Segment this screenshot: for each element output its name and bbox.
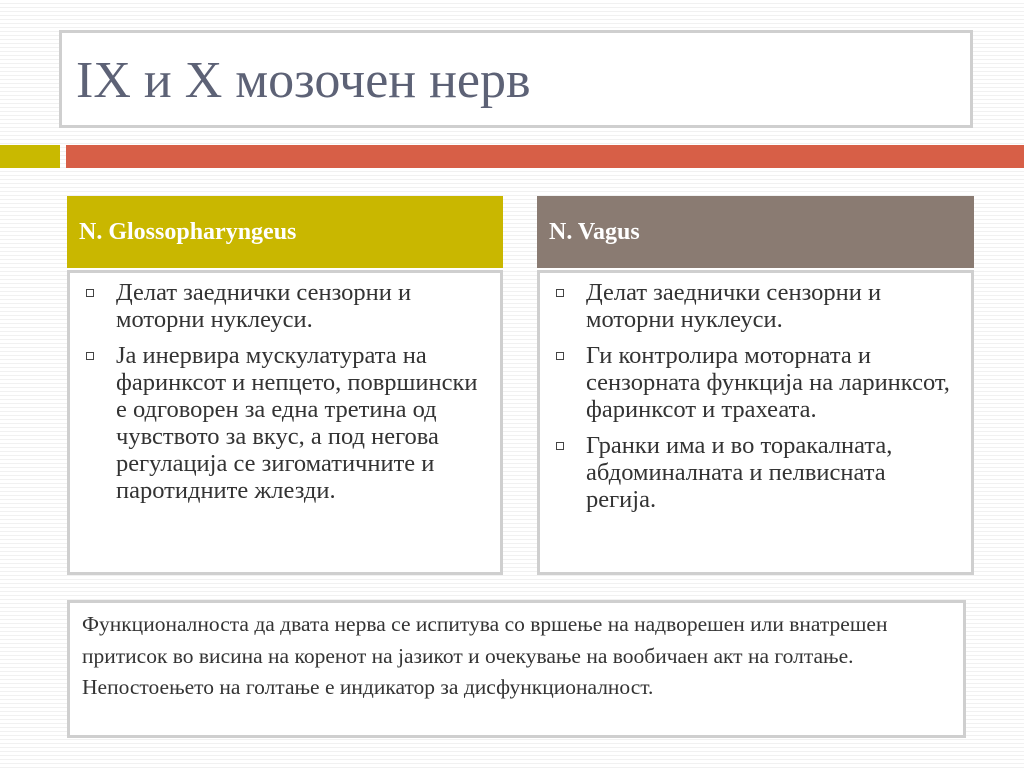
list-item-text: Ја инервира мускулатурата на фаринксот и непцето, површински е одговорен за една третина од чувството за вкус, а под негова регулација се зигоматичните и паротидните жлезди. xyxy=(116,342,478,504)
list-item-text: Ги контролира моторната и сензорната функција на ларинксот, фаринксот и трахеата. xyxy=(586,342,950,423)
accent-bar-red xyxy=(66,145,1024,168)
hollow-square-bullet-icon xyxy=(86,289,94,297)
list-item-text: Гранки има и во торакалната, абдоминалната и пелвисната регија. xyxy=(586,432,893,513)
list-item xyxy=(554,432,961,513)
list-item xyxy=(84,279,490,333)
hollow-square-bullet-icon xyxy=(556,289,564,297)
note-text: Функционалноста да двата нерва се испитува со вршење на надворешен или внатрешен притисок во висина на коренот на јазикот и очекување на вообичаен акт на голтање. Непостоењето на голтање е индикатор за дисфункционалност. xyxy=(82,612,888,699)
hollow-square-bullet-icon xyxy=(86,352,94,360)
column-header-vagus: N. Vagus xyxy=(537,196,974,268)
column-content-glossopharyngeus xyxy=(67,270,503,575)
list-item-text: Делат заеднички сензорни и моторни нуклеуси. xyxy=(116,279,412,333)
bullet-list xyxy=(554,279,961,513)
note-box xyxy=(67,600,966,738)
list-item-text: Делат заеднички сензорни и моторни нуклеуси. xyxy=(586,279,882,333)
column-content-vagus xyxy=(537,270,974,575)
hollow-square-bullet-icon xyxy=(556,442,564,450)
accent-bar-gold xyxy=(0,145,60,168)
bullet-list xyxy=(84,279,490,504)
title-box xyxy=(59,30,973,128)
list-item xyxy=(554,279,961,333)
list-item xyxy=(554,342,961,423)
list-item xyxy=(84,342,490,504)
hollow-square-bullet-icon xyxy=(556,352,564,360)
slide-title: IX и X мозочен нерв xyxy=(76,52,531,109)
column-header-glossopharyngeus: N. Glossopharyngeus xyxy=(67,196,503,268)
